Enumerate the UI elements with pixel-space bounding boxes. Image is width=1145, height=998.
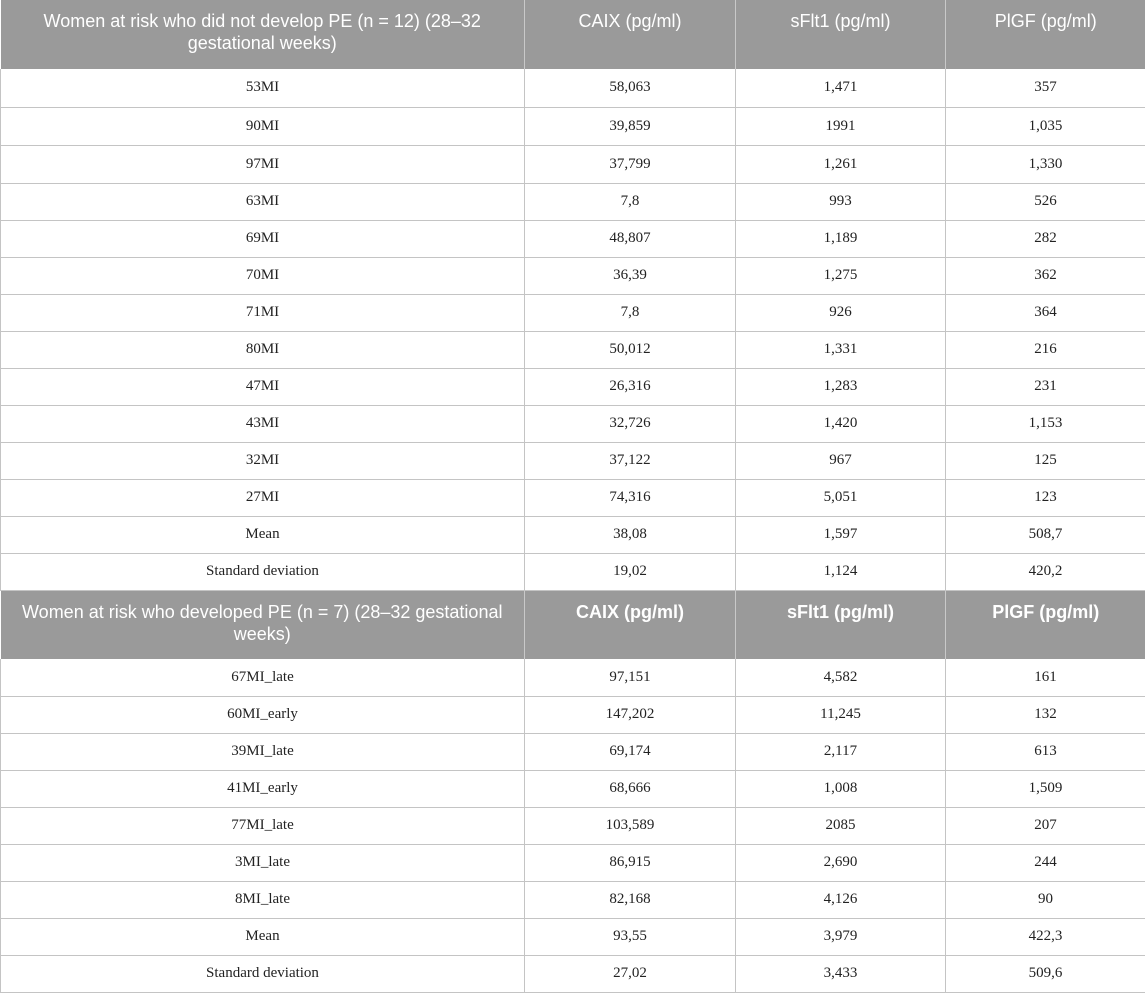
row-label-cell: 27MI [1,479,525,516]
row-label-cell: 63MI [1,183,525,220]
value-cell: 68,666 [525,770,736,807]
value-cell: 123 [946,479,1145,516]
value-cell: 509,6 [946,955,1145,992]
value-cell: 1,597 [736,516,946,553]
table-row [1,220,1145,257]
value-cell: 38,08 [525,516,736,553]
value-cell: 103,589 [525,807,736,844]
value-cell: 1,124 [736,553,946,590]
table-row [1,955,1145,992]
value-cell: 420,2 [946,553,1145,590]
column-header: sFlt1 (pg/ml) [736,0,946,69]
row-label-cell: 32MI [1,442,525,479]
value-cell: 5,051 [736,479,946,516]
value-cell: 613 [946,733,1145,770]
value-cell: 1,261 [736,145,946,183]
header-row [1,590,1145,659]
column-header: CAIX (pg/ml) [525,590,736,659]
value-cell: 1,420 [736,405,946,442]
value-cell: 1,275 [736,257,946,294]
value-cell: 11,245 [736,696,946,733]
row-label-cell: 70MI [1,257,525,294]
value-cell: 147,202 [525,696,736,733]
value-cell: 1,330 [946,145,1145,183]
value-cell: 4,126 [736,881,946,918]
table-row [1,479,1145,516]
value-cell: 7,8 [525,183,736,220]
value-cell: 993 [736,183,946,220]
table-row [1,770,1145,807]
value-cell: 526 [946,183,1145,220]
table-row [1,294,1145,331]
value-cell: 125 [946,442,1145,479]
value-cell: 1,189 [736,220,946,257]
table-row [1,516,1145,553]
row-label-cell: 8MI_late [1,881,525,918]
row-label-cell: 97MI [1,145,525,183]
table-row [1,145,1145,183]
value-cell: 1,008 [736,770,946,807]
header-row [1,0,1145,69]
row-label-cell: 71MI [1,294,525,331]
value-cell: 1991 [736,107,946,145]
table-row [1,442,1145,479]
group-header: Women at risk who developed PE (n = 7) (28–32 gestational weeks) [1,590,525,659]
table-row [1,405,1145,442]
table-row [1,368,1145,405]
value-cell: 48,807 [525,220,736,257]
value-cell: 90 [946,881,1145,918]
column-header: PlGF (pg/ml) [946,590,1145,659]
table-row [1,696,1145,733]
value-cell: 3,433 [736,955,946,992]
row-label-cell: 80MI [1,331,525,368]
value-cell: 161 [946,659,1145,696]
value-cell: 967 [736,442,946,479]
row-label-cell: 47MI [1,368,525,405]
row-label-cell: 53MI [1,69,525,107]
value-cell: 7,8 [525,294,736,331]
row-label-cell: Mean [1,516,525,553]
table-row [1,881,1145,918]
value-cell: 231 [946,368,1145,405]
value-cell: 36,39 [525,257,736,294]
value-cell: 1,509 [946,770,1145,807]
value-cell: 82,168 [525,881,736,918]
value-cell: 1,153 [946,405,1145,442]
value-cell: 132 [946,696,1145,733]
row-label-cell: 67MI_late [1,659,525,696]
table-row [1,183,1145,220]
value-cell: 39,859 [525,107,736,145]
value-cell: 50,012 [525,331,736,368]
value-cell: 27,02 [525,955,736,992]
table-row [1,331,1145,368]
row-label-cell: 41MI_early [1,770,525,807]
table-row [1,69,1145,107]
column-header: PlGF (pg/ml) [946,0,1145,69]
value-cell: 2,117 [736,733,946,770]
value-cell: 26,316 [525,368,736,405]
row-label-cell: 90MI [1,107,525,145]
table-row [1,659,1145,696]
value-cell: 357 [946,69,1145,107]
table-row [1,257,1145,294]
row-label-cell: 60MI_early [1,696,525,733]
value-cell: 364 [946,294,1145,331]
table-body [1,0,1145,992]
table-row [1,107,1145,145]
column-header: sFlt1 (pg/ml) [736,590,946,659]
value-cell: 207 [946,807,1145,844]
value-cell: 4,582 [736,659,946,696]
row-label-cell: 77MI_late [1,807,525,844]
value-cell: 362 [946,257,1145,294]
table-row [1,807,1145,844]
row-label-cell: 39MI_late [1,733,525,770]
group-header: Women at risk who did not develop PE (n = 12) (28–32 gestational weeks) [1,0,525,69]
value-cell: 58,063 [525,69,736,107]
row-label-cell: 43MI [1,405,525,442]
value-cell: 3,979 [736,918,946,955]
value-cell: 86,915 [525,844,736,881]
value-cell: 93,55 [525,918,736,955]
value-cell: 69,174 [525,733,736,770]
value-cell: 422,3 [946,918,1145,955]
value-cell: 1,035 [946,107,1145,145]
row-label-cell: Standard deviation [1,553,525,590]
value-cell: 508,7 [946,516,1145,553]
value-cell: 19,02 [525,553,736,590]
column-header: CAIX (pg/ml) [525,0,736,69]
value-cell: 216 [946,331,1145,368]
table-row [1,844,1145,881]
row-label-cell: 69MI [1,220,525,257]
row-label-cell: Standard deviation [1,955,525,992]
value-cell: 282 [946,220,1145,257]
value-cell: 244 [946,844,1145,881]
value-cell: 37,122 [525,442,736,479]
value-cell: 1,283 [736,368,946,405]
table-row [1,553,1145,590]
table-row [1,733,1145,770]
value-cell: 97,151 [525,659,736,696]
value-cell: 926 [736,294,946,331]
row-label-cell: Mean [1,918,525,955]
row-label-cell: 3MI_late [1,844,525,881]
table-row [1,918,1145,955]
value-cell: 37,799 [525,145,736,183]
value-cell: 2085 [736,807,946,844]
value-cell: 2,690 [736,844,946,881]
value-cell: 74,316 [525,479,736,516]
value-cell: 1,471 [736,69,946,107]
value-cell: 1,331 [736,331,946,368]
value-cell: 32,726 [525,405,736,442]
